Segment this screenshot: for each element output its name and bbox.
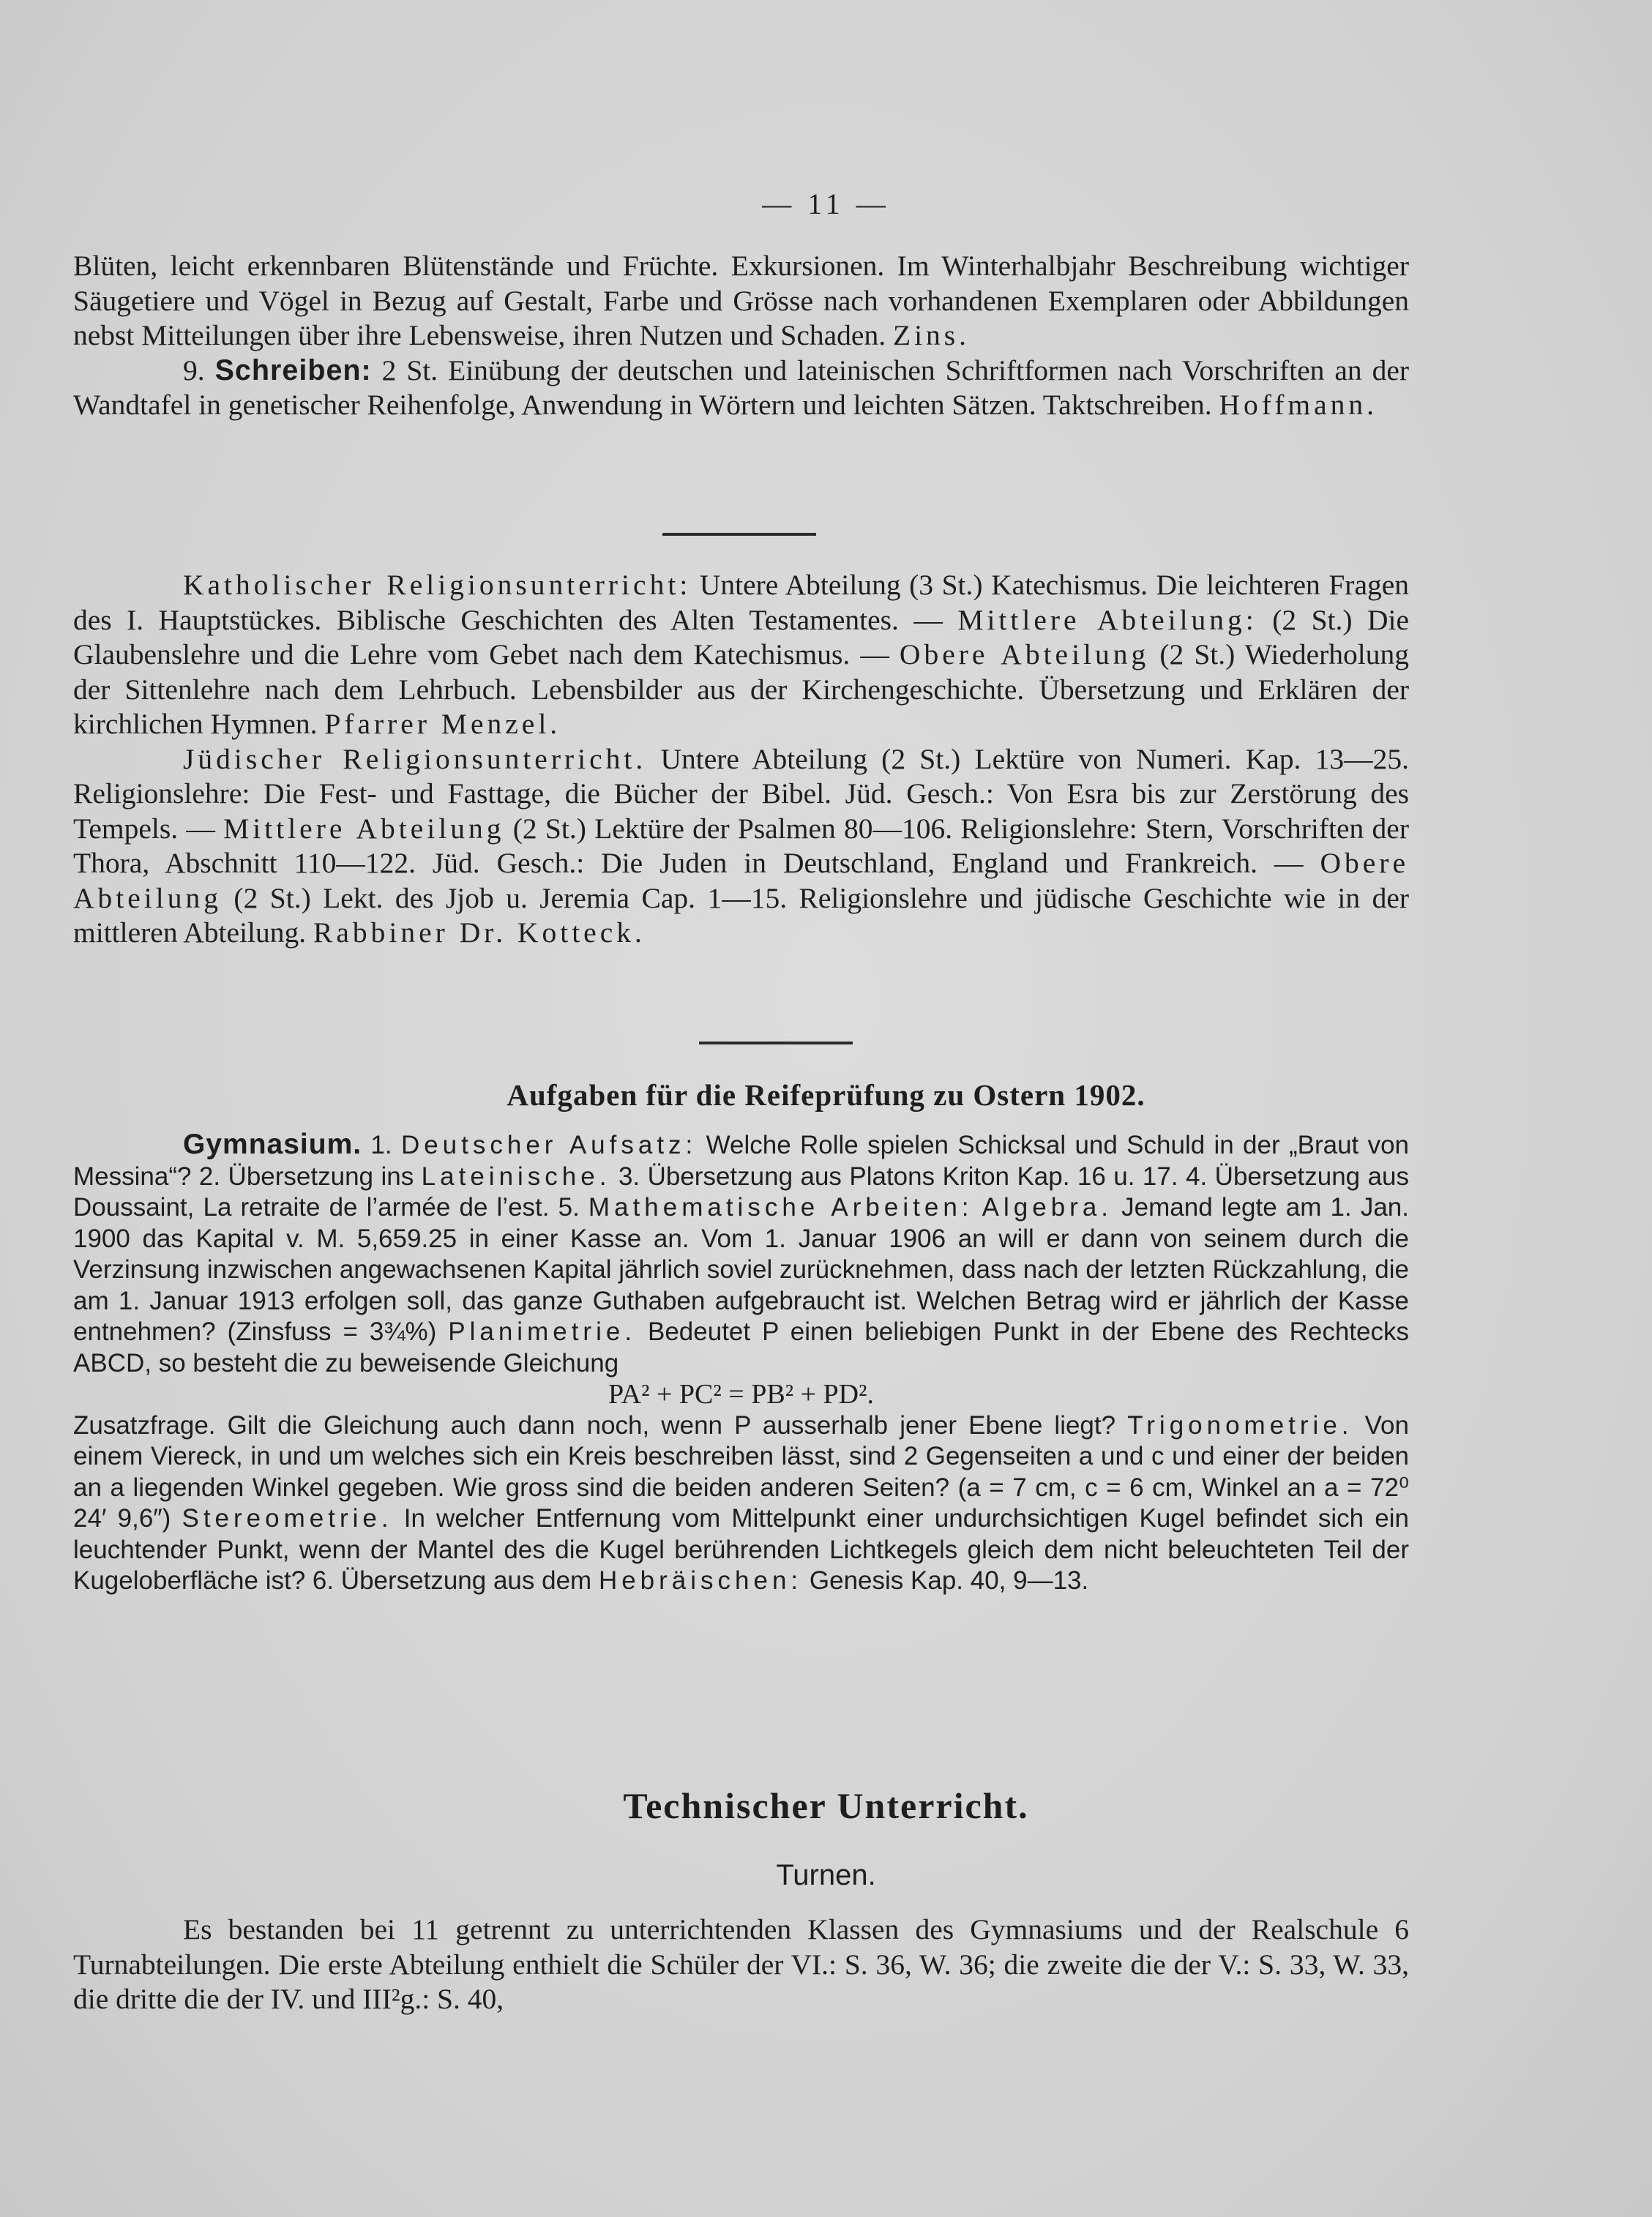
subsection-heading-turnen: Turnen.	[776, 1859, 876, 1891]
paragraph-zusatzfrage: Zusatzfrage. Gilt die Gleichung auch dann noch, wenn P ausserhalb jener Ebene liegt? Trigonometrie. Von einem Viereck, in und um welches sich ein Kreis beschreiben lässt, sind 2 Gegenseiten a und c und einer der beiden an a liegenden Winkel gegeben. Wie gross sind die beiden anderen Seiten? (a = 7 cm, c = 6 cm, Winkel an a = 72⁰ 24′ 9,6″) Stereometrie. In welcher Entfernung vom Mittelpunkt einer undurchsichtigen Kugel befindet sich ein leuchtender Punkt, wenn der Mantel des die Kugel berührenden Lichtkegels gleich dem nicht beleuchteten Teil der Kugeloberfläche ist? 6. Übersetzung aus dem Hebräischen: Genesis Kap. 40, 9—13.	[73, 1410, 1409, 1595]
paragraph-gymnasium: Gymnasium. 1. Deutscher Aufsatz: Welche Rolle spielen Schicksal und Schuld in der „Braut von Messina“? 2. Übersetzung ins Lateinische. 3. Übersetzung aus Platons Kriton Kap. 16 u. 17. 4. Übersetzung aus Doussaint, La retraite de l’armée de l’est. 5. Mathematische Arbeiten: Algebra. Jemand legte am 1. Jan. 1900 das Kapital v. M. 5,659.25 in einer Kasse an. Vom 1. Januar 1906 an will er dann von seinem durch die Verzinsung inzwischen angewachsenen Kapital jährlich soviel zurücknehmen, dass nach der letzten Rückzahlung, die am 1. Januar 1913 erfolgen soll, das ganze Guthaben aufgebraucht ist. Welchen Betrag wird er jährlich der Kasse entnehmen? (Zinsfuss = 3¾%) Planimetrie. Bedeutet P einen beliebigen Punkt in der Ebene des Rechtecks ABCD, so besteht die zu beweisende Gleichung	[73, 1129, 1410, 1377]
section-reifepruefung	[73, 1129, 1409, 1597]
section-heading-technischer-unterricht: Technischer Unterricht.	[623, 1785, 1029, 1826]
divider-rule	[699, 1042, 853, 1044]
subject-heading: Jüdischer Religionsunterricht.	[183, 742, 647, 775]
section-heading-reifepruefung: Aufgaben für die Reifeprüfung zu Ostern 1902.	[507, 1078, 1145, 1112]
teacher-name: Zins.	[892, 319, 971, 351]
divider-rule	[662, 533, 816, 536]
section-naturkunde-schreiben	[73, 249, 1409, 423]
paragraph-katholisch: Katholischer Religionsunterricht: Untere Abteilung (3 St.) Katechismus. Die leichteren Fragen des I. Hauptstückes. Biblische Geschichten des Alten Testamentes. — Mittlere Abteilung: (2 St.) Die Glaubenslehre und die Lehre vom Gebet nach dem Katechismus. — Obere Abteilung (2 St.) Wiederholung der Sittenlehre nach dem Lehrbuch. Lebensbilder aus der Kirchengeschichte. Übersetzung und Erklären der kirchlichen Hymnen. Pfarrer Menzel.	[73, 569, 1410, 740]
subject-heading: Katholischer Religionsunterricht:	[183, 569, 692, 601]
subject-heading: Gymnasium.	[183, 1129, 362, 1160]
paragraph-naturkunde: Blüten, leicht erkennbaren Blütenstände und Früchte. Exkursionen. Im Winterhalbjahr Beschreibung wichtiger Säugetiere und Vögel in Bezug auf Gestalt, Farbe und Grösse nach vorhandenen Exemplaren oder Abbildungen nebst Mitteilungen über ihre Lebensweise, ihren Nutzen und Schaden. Zins.	[73, 250, 1409, 351]
math-formula: PA² + PC² = PB² + PD².	[608, 1379, 874, 1410]
teacher-name: Hoffmann.	[1219, 389, 1378, 421]
section-religion	[73, 568, 1409, 951]
teacher-name: Pfarrer Menzel.	[324, 708, 561, 740]
page-number: — 11 —	[762, 187, 890, 220]
paragraph-juedisch: Jüdischer Religionsunterricht. Untere Abteilung (2 St.) Lektüre von Numeri. Kap. 13—25. Religionslehre: Die Fest- und Fasttage, die Bücher der Bibel. Jüd. Gesch.: Von Esra bis zur Zerstörung des Tempels. — Mittlere Abteilung (2 St.) Lektüre der Psalmen 80—106. Religionslehre: Stern, Vorschriften der Thora, Abschnitt 110—122. Jüd. Gesch.: Die Juden in Deutschland, England und Frankreich. — Obere Abteilung (2 St.) Lekt. des Jjob u. Jeremia Cap. 1—15. Religionslehre und jüdische Geschichte wie in der mittleren Abteilung. Rabbiner Dr. Kotteck.	[73, 742, 1410, 949]
paragraph-turnen: Es bestanden bei 11 getrennt zu unterrichtenden Klassen des Gymnasiums und der Realschule 6 Turnabteilungen. Die erste Abteilung enthielt die Schüler der VI.: S. 36, W. 36; die zweite die der V.: S. 33, W. 33, die dritte die der IV. und III²g.: S. 40,	[73, 1913, 1409, 2015]
subject-heading: Schreiben:	[214, 354, 372, 386]
paragraph-schreiben: 9. Schreiben: 2 St. Einübung der deutschen und lateinischen Schriftformen nach Vorschriften an der Wandtafel in genetischer Reihenfolge, Anwendung in Wörtern und leichten Sätzen. Taktschreiben. Hoffmann.	[73, 354, 1410, 421]
section-turnen	[73, 1913, 1409, 2017]
teacher-name: Rabbiner Dr. Kotteck.	[313, 916, 646, 949]
